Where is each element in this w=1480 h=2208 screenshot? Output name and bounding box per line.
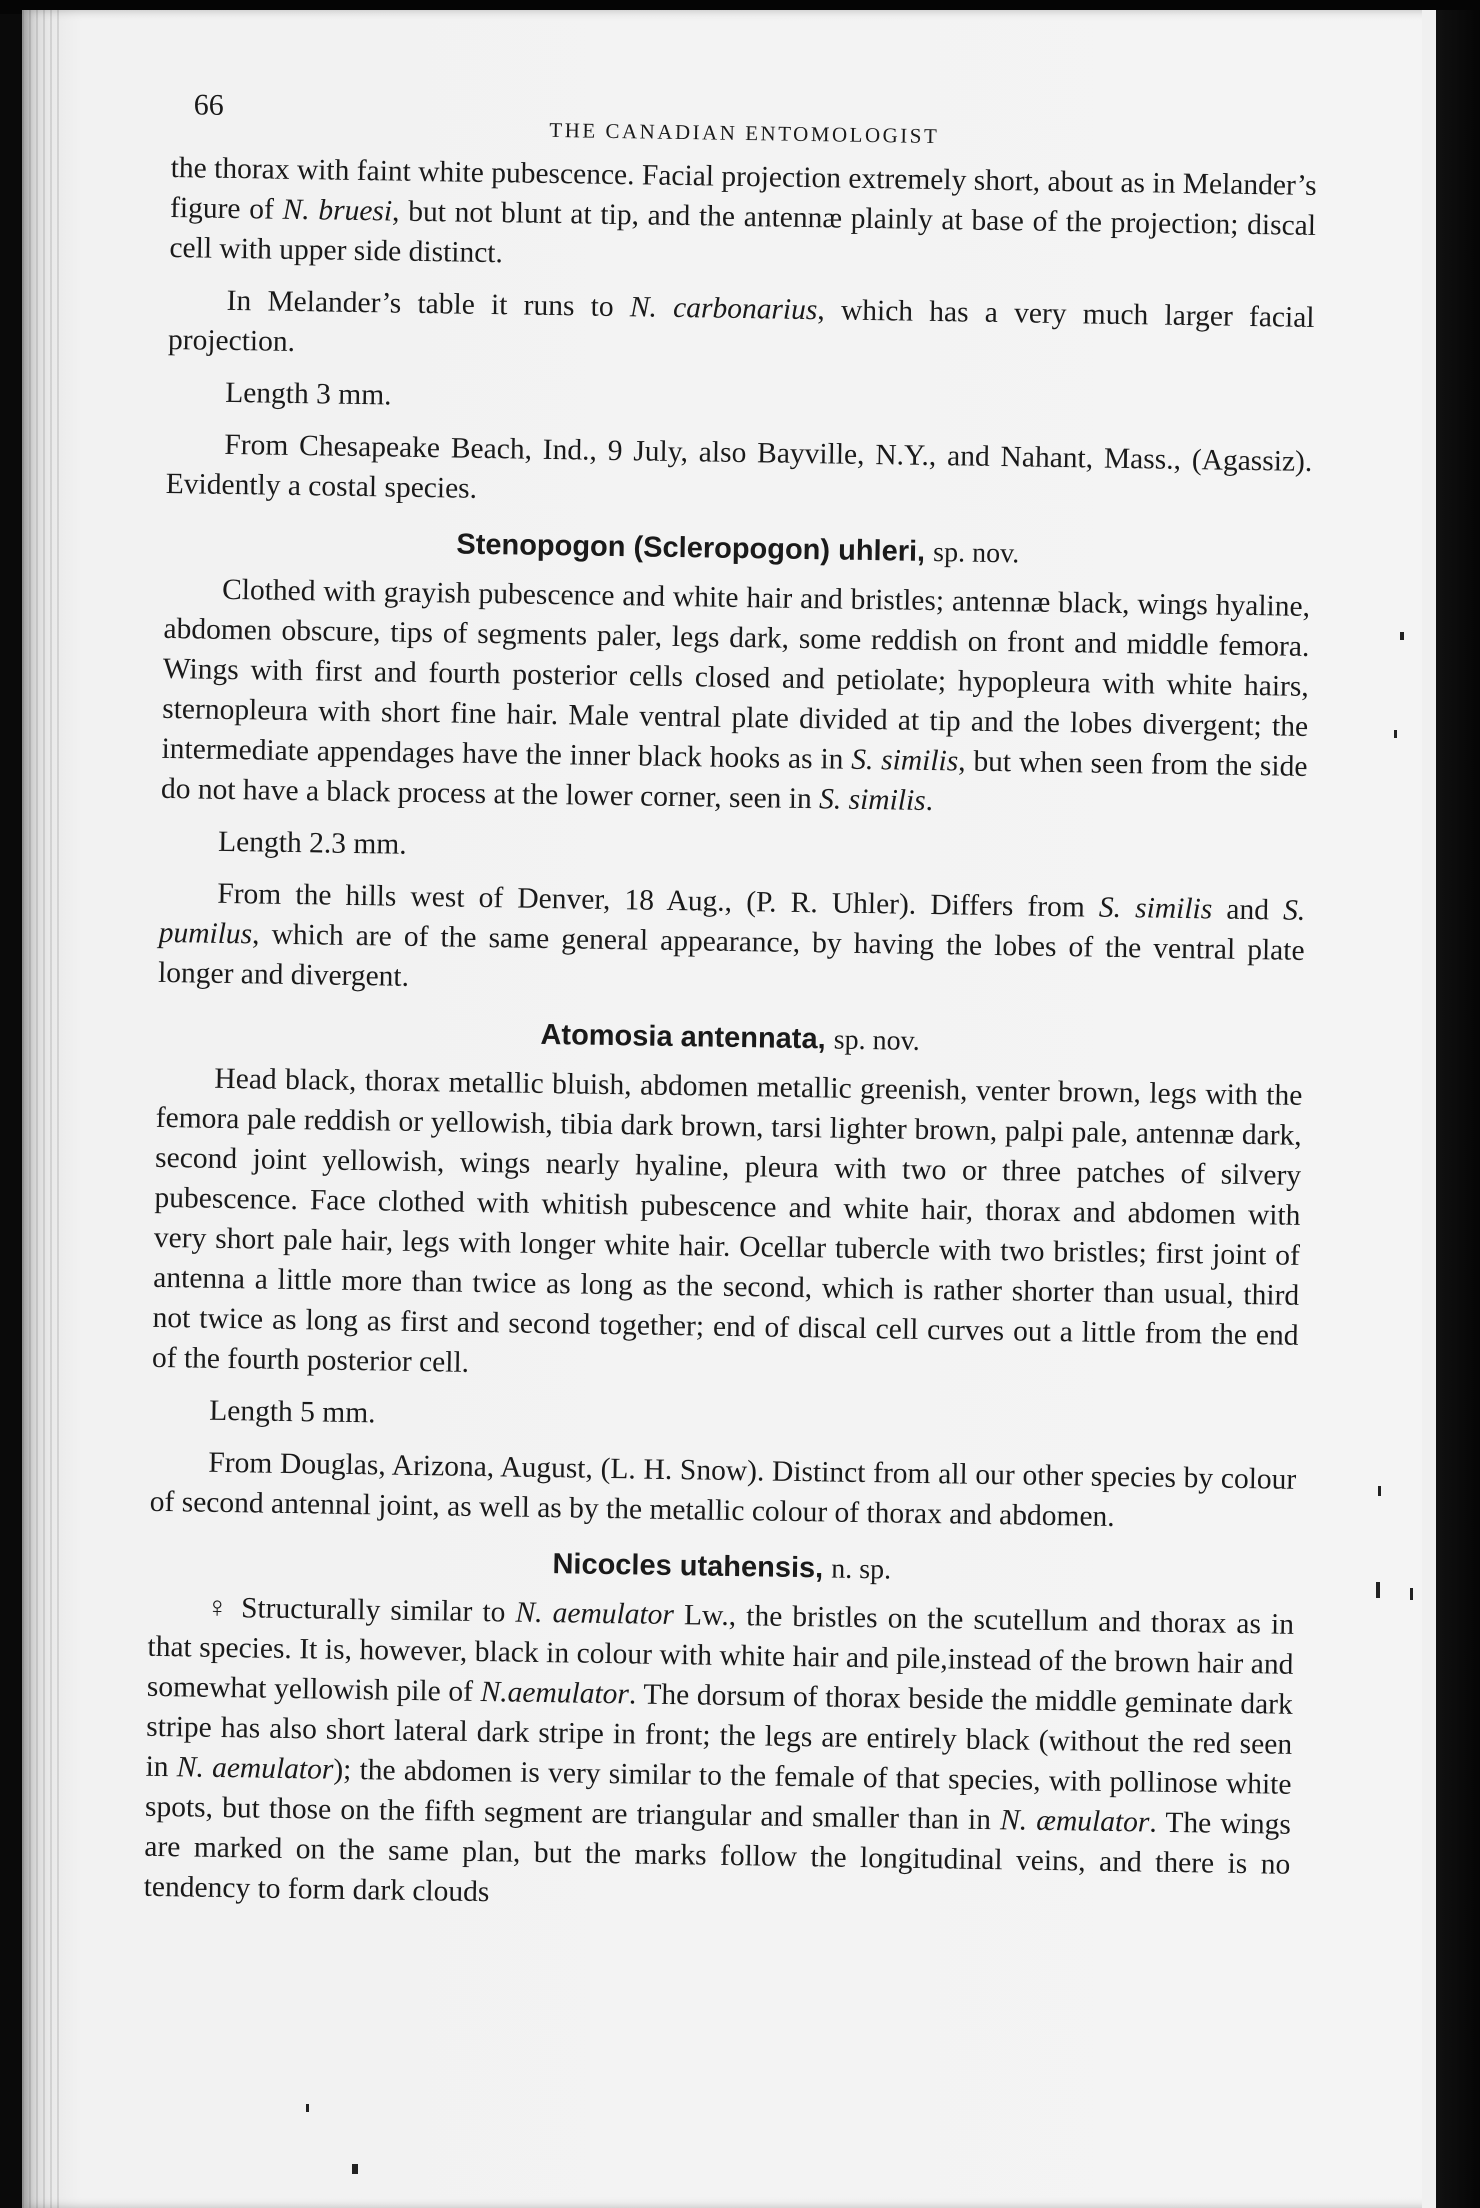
text-run: , which has a very much larger facial projection. <box>167 294 1315 358</box>
text-run: Length 3 mm. <box>224 376 392 412</box>
species-rank: n. sp. <box>831 1553 892 1586</box>
italic-taxon-name: S. similis <box>850 743 959 778</box>
italic-taxon-name: N. carbonarius <box>629 291 818 327</box>
text-run: From Douglas, Arizona, August, (L. H. Snow). Distinct from all our other species by colour of second antennal joint, as well as by the metallic colour of thorax and abdomen. <box>149 1446 1297 1533</box>
text-run: Length 5 mm. <box>208 1394 376 1430</box>
species-name: Atomosia antennata, <box>540 1018 826 1056</box>
text-run: Clothed with grayish pubescence and white hair and bristles; antennæ black, wings hyaline, abdomen obscure, tips of segments paler, legs dark, some reddish on front and middle femora. Wings with first and fourth posterior cells closed and petiolate; hypopleura with white hairs, sternopleura with short fine hair. Male ventral plate divided at tip and the lobes divergent; the intermediate appendages have the inner black hooks as in <box>161 573 1311 776</box>
paragraph <box>168 280 1315 378</box>
paragraph <box>158 873 1306 1011</box>
text-run: From Chesapeake Beach, Ind., 9 July, also Bayville, N.Y., and Nahant, Mass., (Agassiz). Evidently a costal species. <box>165 428 1313 505</box>
text-run: . The dorsum of thorax beside the middle geminate dark stripe has also short lateral dark stripe in front; the legs are entirely black (without the red seen in <box>145 1678 1294 1784</box>
paragraph <box>151 1390 1297 1448</box>
text-run: In Melander’s table it runs to <box>226 284 631 324</box>
text-run: . The wings are marked on the same plan, but the marks follow the longitudinal veins, and there is no tendency to form dark clouds <box>143 1806 1292 1909</box>
scan-speck <box>1376 1582 1380 1598</box>
italic-taxon-name: S. similis <box>818 783 926 817</box>
scan-speck <box>1400 632 1404 640</box>
italic-taxon-name: N.aemulator <box>480 1676 630 1711</box>
book-spine-gutter <box>22 10 62 2208</box>
species-rank: sp. nov. <box>833 1024 921 1057</box>
page-content <box>143 88 1318 1937</box>
text-run: the thorax with faint white pubescence. Facial projection extremely short, about as in Melander’s figure of <box>169 151 1317 226</box>
italic-taxon-name: S. pumilus <box>158 894 1306 951</box>
species-rank: sp. nov. <box>932 537 1020 570</box>
paragraph <box>149 1442 1296 1540</box>
text-run: Length 2.3 mm. <box>217 825 407 861</box>
scan-speck <box>1410 1588 1413 1600</box>
scan-speck <box>1378 1486 1381 1496</box>
species-name: Stenopogon (Scleropogon) uhleri, <box>456 528 926 568</box>
italic-taxon-name: N. aemulator <box>515 1596 675 1632</box>
text-run: ♀ Structurally similar to <box>205 1591 516 1629</box>
paragraph <box>152 1058 1303 1396</box>
italic-taxon-name: N. aemulator <box>176 1751 334 1786</box>
species-name: Nicocles utahensis, <box>552 1548 824 1585</box>
scan-speck <box>352 2164 358 2174</box>
paragraph <box>167 372 1313 430</box>
scan-speck <box>306 2104 309 2112</box>
text-run: , but not blunt at tip, and the antennæ plainly at base of the projection; discal cell with upper side distinct. <box>169 195 1317 270</box>
species-heading <box>157 1009 1304 1068</box>
text-run: Lw., the bristles on the scutellum and thorax as in that species. It is, however, black in colour with white hair and pile,instead of the brown hair and somewhat yellowish pile of <box>146 1599 1295 1709</box>
italic-taxon-name: N. bruesi <box>282 193 393 228</box>
paragraph <box>160 821 1306 879</box>
italic-taxon-name: S. similis <box>1098 891 1213 926</box>
scan-speck <box>1394 730 1397 738</box>
paragraph <box>169 148 1317 286</box>
species-heading <box>149 1538 1296 1597</box>
text-run: , but when seen from the side do not have a black process at the lower corner, seen in <box>160 745 1308 816</box>
text-run: From the hills west of Denver, 18 Aug., (P. R. Uhler). Differs from <box>217 877 1100 924</box>
text-run: . <box>925 784 934 818</box>
text-run: ); the abdomen is very similar to the female of that species, with pollinose white spots, but those on the fifth segment are triangular and smaller than in <box>144 1753 1292 1837</box>
italic-taxon-name: N. æmulator <box>999 1804 1150 1839</box>
paragraph <box>161 569 1311 827</box>
text-run: Head black, thorax metallic bluish, abdomen metallic greenish, venter brown, legs with the femora pale reddish or yellowish, tibia dark brown, tarsi lighter brown, palpi pale, antennæ dark, second joint yellowish, wings nearly hyaline, pleura with two or three patches of silvery pubescence. Face clothed with whitish pubescence and white hair, thorax and abdomen with very short pale hair, legs with longer white hair. Ocellar tubercle with two bristles; first joint of antenna a little more than twice as long as the second, which is rather shorter than usual, third not twice as long as first and second together; end of discal cell curves out a little from the end of the fourth posterior cell. <box>151 1062 1303 1379</box>
text-run: , which are of the same general appearance, by having the lobes of the ventral plate longer and divergent. <box>157 918 1305 993</box>
scan-right-border <box>1422 10 1480 2208</box>
running-head: THE CANADIAN ENTOMOLOGIST <box>549 117 940 149</box>
text-run: and <box>1211 893 1284 927</box>
paragraph <box>165 424 1312 522</box>
page-number: 66 <box>193 88 224 122</box>
article-body <box>143 148 1316 1925</box>
paragraph <box>143 1587 1294 1925</box>
species-heading <box>165 520 1312 579</box>
